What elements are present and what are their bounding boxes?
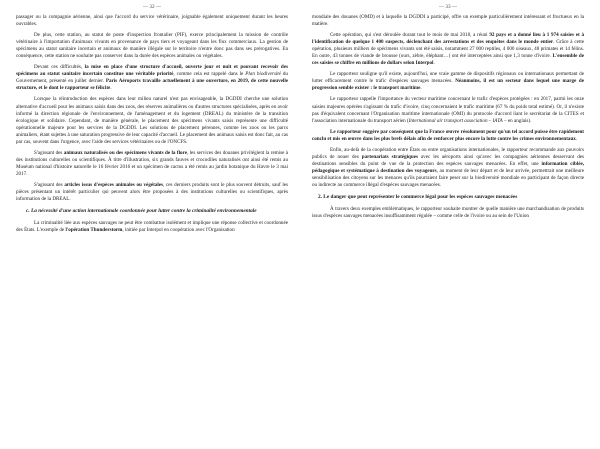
right-page-body <box>308 14 588 220</box>
bold-text: Paris Aéroports travaille actuellement à une ouverture, en 2019, de cette nouvelle structure, et le dont le rapporteur se félicite <box>16 78 288 92</box>
bold-text: l'opération Thunderstorm <box>65 227 123 234</box>
bold-text: 92 pays et a donné lieu à 1 974 saisies et à l'identification de quelque 1 400 suspects, déclenchant des arrestations et des enquêtes dans le monde entier <box>312 32 584 46</box>
italic-text: Plan biodiversité <box>245 71 281 78</box>
paragraph: À travers deux exemples emblématiques, le rapporteur souhaite montrer de quelle manière une marchandisation de produits issus d'espèces sauvages menacées insuffisamment régulée – comme celle de l'ivoire ou au sein de l'Union <box>312 206 584 220</box>
bold-text: la mise en place d'une structure d'accueil, ouverte jour et nuit et pouvant recevoir des spécimens au statut sanitaire incertain constitue une véritable priorité <box>16 64 288 78</box>
bold-text: Le rapporteur suggère par conséquent que la France œuvre résolument pour qu'un tel accord puisse être rapidement conclu et mis en œuvre dans les plus brefs délais afin de renforcer plus encore la lutte contre les crimes environnementaux <box>312 128 584 142</box>
bold-text: Néanmoins, il est un secteur dans lequel une marge de progression semble exister : le transport maritime <box>312 78 584 92</box>
text-run: S'agissant des <box>34 181 65 188</box>
bold-text: animaux naturalisés ou des spécimens vivants de la flore <box>63 149 187 156</box>
text-run: . Grâce à cette opération, plusieurs milliers de spécimens vivants ont été saisis, notamment 27 000 reptiles, 4 000 oiseaux, 48 primates et 14 félins. En outre, 43 tonnes de viande de brousse (ours, zèbre, éléphant…) ont été interceptées ainsi que 1,3 tonne d'ivoire. <box>312 39 585 60</box>
bold-text: L'ensemble de ces saisies se chiffre en millions de dollars selon Interpol <box>312 53 584 67</box>
paragraph <box>312 32 584 67</box>
paragraph <box>16 182 288 203</box>
text-run: Cette opération, qui s'est déroulée durant tout le mois de mai 2018, a réuni <box>330 32 490 39</box>
paragraph <box>312 96 584 124</box>
text-run: Devant ces difficultés, <box>34 64 85 71</box>
text-run: . <box>575 135 578 142</box>
paragraph <box>16 220 288 234</box>
paragraph: Lorsque la réintroduction des espèces dans leur milieu naturel n'est pas envisageable, la DGDDI cherche une solution alternative d'accueil pour les animaux saisis dans des zoos, des réserves animalières ou d'autres structures spécialisées, après en avoir informé la direction régionale de l'environnement, de l'aménagement et du logement (DREAL) du ministère de la transition écologique et solidaire. Cependant, de manière générale, le placement des spécimens vivants saisis représente une difficulté opérationnelle majeure pour les services de la DGDDI. Les solutions de placement pérennes, comme les zoos ou les parcs animaliers, étant sujettes à une saturation progressive de leur capacité d'accueil. Le placement des animaux saisis est donc fait, au cas par cas, souvent dans l'urgence, avec l'aide des services vétérinaires ou de l'ONCFS. <box>16 96 288 145</box>
section-heading: 2. Le danger que peut représenter le commerce légal pour les espèces sauvages menacées <box>318 194 518 201</box>
text-run: – en anglais). <box>502 117 532 124</box>
left-page-body <box>12 14 292 234</box>
text-run: , les services des douanes privilégient la remise à des institutions culturelles ou scientifiques. À titre d'illustration, six grands fauves et crocodiles naturalisés ont ainsi été remis au Muséum national d'histoire naturelle le 16 février 2016 et un spécimen de cactus a été remis au jardin botanique du Havre le 3 mai 2017. <box>16 149 288 177</box>
text-run: . <box>433 60 435 67</box>
text-run: , au moment de leur départ et de leur arrivée, permettrait une meilleure sensibilisation des citoyens sur les menaces qu'ils pourraient faire peser sur la biodiversité mondiale en participant de façon directe ou indirecte au commerce illégal d'espèces sauvages menacées. <box>312 167 584 188</box>
text-run: Le rapporteur rappelle l'importance du vecteur maritime concernant le trafic d'espèces protégées : en 2017, parmi les onze saisies majeures opérées s'agissant du trafic d'ivoire, cinq concernaient le trafic maritime (67 % du poids total estimé). Or, il n'existe pas d'équivalent concernant l'Organisation maritime internationale (OMI) du protocole d'accord liant le secrétariat de la CITES et l'association internationale du transport aérien ( <box>312 96 584 124</box>
text-run: , ces derniers produits sont le plus souvent détruits, sauf les pièces présentant un intérêt particulier qui peuvent alors être proposées à des institutions culturelles ou scientifiques, après information de la DREAL. <box>16 181 288 203</box>
section-heading: c. La nécessité d'une action internationale coordonnée pour lutter contre la criminalité environnementale <box>26 208 257 215</box>
paragraph: passager ou la compagnie aérienne, ainsi que l'accord du service vétérinaire, joignable également uniquement durant les heures ouvrables. <box>16 14 288 28</box>
right-page <box>308 0 588 449</box>
paragraph <box>16 150 288 178</box>
page-number: — 32 — <box>142 4 162 10</box>
text-run: . <box>420 85 422 92</box>
paragraph: mondiale des douanes (OMD) et à laquelle la DGDDI a participé, offre un exemple particulièrement intéressant et fructueux en la matière. <box>312 14 584 28</box>
text-run: Enfin, au-delà de la coopération entre États ou entre organisations internationales, le rapporteur recommande aux pouvoirs publics de nouer des <box>312 146 584 160</box>
text-run: , initiée par Interpol en coopération avec l'Organisation <box>122 227 235 234</box>
paragraph <box>312 129 584 143</box>
left-page <box>12 0 292 449</box>
italic-text: International air transport association – IATA <box>408 117 503 124</box>
text-run: avec les aéroports ainsi qu'avec les compagnies aériennes desservant des destinations sensibles du point de vue de la protection des espèces sauvages menacées. En effet, une <box>312 153 585 167</box>
text-run: du Gouvernement, présenté en juillet dernier. <box>16 71 288 85</box>
text-run: La criminalité liée aux espèces sauvages ne peut être combattue isolément et implique une réponse collective et coordonnée des États. L'exemple de <box>16 220 288 234</box>
paragraph: De plus, cette station, au statut de poste d'inspection frontalier (PIF), exerce principalement la mission de contrôle vétérinaire à l'importation d'animaux vivants en provenance de pays tiers et voyageant dans les flux commerciaux. La gestion de spécimens au statut sanitaire incertain et animaux de manière illégale sur le territoire n'entre donc pas dans ses prérogatives. En conséquence, cette station ne souhaite pas conserver dans la durée des espèces animales ou végétales. <box>16 32 288 60</box>
text-run: , comme cela est rappelé dans le <box>173 71 246 78</box>
paragraph <box>312 71 584 92</box>
page-number: — 33 — <box>438 4 458 10</box>
bold-text: information ciblée, pédagogique et systématique à destination des voyageurs <box>312 160 584 174</box>
paragraph <box>16 64 288 92</box>
paragraph <box>312 147 584 189</box>
text-run: . <box>110 85 112 92</box>
bold-text: partenariats stratégiques <box>361 153 418 160</box>
text-run: S'agissant des <box>34 149 64 156</box>
text-run: Le rapporteur souligne qu'il existe, aujourd'hui, une vraie gamme de dispositifs régionaux ou internationaux permettant de lutter efficacement contre le trafic d'espèces sauvages menacées. <box>312 71 584 85</box>
bold-text: articles issus d'espèces animales ou végétales <box>64 181 164 188</box>
